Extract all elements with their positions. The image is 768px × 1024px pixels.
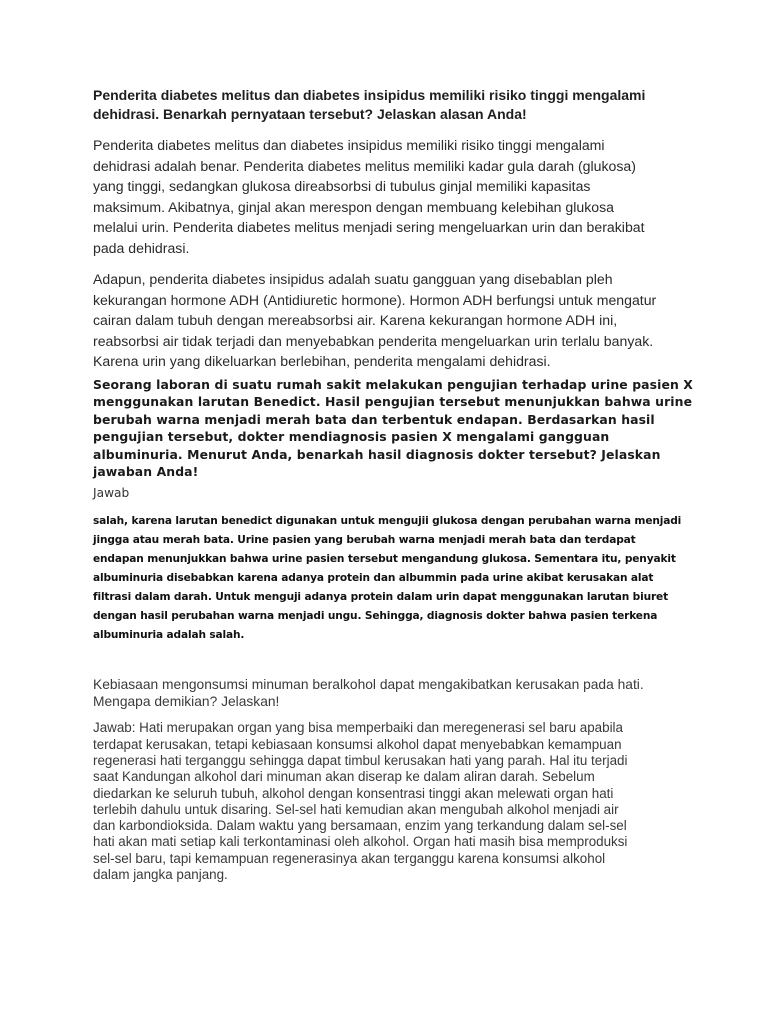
question-1-line: Penderita diabetes melitus dan diabetes insipidus memiliki risiko tinggi mengalami (93, 87, 646, 103)
answer-1-line: kekurangan hormone ADH (Antidiuretic hormone). Hormon ADH berfungsi untuk mengatur (93, 291, 657, 308)
answer-3-line: diedarkan ke seluruh tubuh, alkohol dengan konsentrasi tinggi akan melewati organ hati (93, 785, 614, 801)
answer-1-line: reabsorbsi air tidak terjadi dan menyebabkan penderita mengeluarkan urin terlalu banyak. (93, 332, 654, 349)
answer-3-line: terdapat kerusakan, tetapi kebiasaan konsumsi alkohol dapat menyebabkan kemampuan (93, 736, 622, 752)
question-1-line: dehidrasi. Benarkah pernyataan tersebut? Jelaskan alasan Anda! (93, 106, 527, 122)
answer-1-paragraph-1 (93, 135, 678, 258)
answer-3-line: sel-sel baru, tapi kemampuan regenerasinya akan terganggu karena konsumsi alkohol (93, 850, 606, 866)
answer-2-line: salah, karena larutan benedict digunakan untuk mengujii glukosa dengan perubahan warna menjadi (93, 515, 682, 528)
answer-2-label: Jawab (93, 486, 130, 501)
answer-1-paragraph-2 (93, 269, 678, 372)
question-3 (93, 676, 678, 710)
answer-2-line: albuminuria disebabkan karena adanya protein dan albummin pada urine akibat kerusakan alat (93, 571, 654, 584)
answer-1-line: melalui urin. Penderita diabetes melitus menjadi sering mengeluarkan urin dan berakibat (93, 219, 645, 235)
answer-3-line: hati akan mati setiap kali terkontaminasi oleh alkohol. Organ hati masih bisa memproduksi (93, 834, 628, 850)
answer-3-line: dan karbondioksida. Dalam waktu yang bersamaan, enzim yang terkandung dalam sel-sel (93, 818, 627, 834)
question-3-line: Mengapa demikian? Jelaskan! (93, 694, 280, 710)
answer-2-line: endapan menunjukkan bahwa urine pasien tersebut mengandung glukosa. Sementara itu, penyakit (93, 552, 676, 565)
answer-1-line: yang tinggi, sedangkan glukosa direabsorbsi di tubulus ginjal memiliki kapasitas (93, 178, 591, 194)
question-1 (93, 86, 678, 124)
answer-1-line: Penderita diabetes melitus dan diabetes insipidus memiliki risiko tinggi mengalami (93, 137, 605, 153)
answer-1-line: Adapun, penderita diabetes insipidus adalah suatu gangguan yang disebablan pleh (93, 271, 613, 287)
answer-2-line: jingga atau merah bata. Urine pasien yang berubah warna menjadi merah bata dan terdapat (93, 533, 636, 546)
question-2-line: jawaban Anda! (93, 464, 199, 480)
question-3-line: Kebiasaan mengonsumsi minuman beralkohol dapat mengakibatkan kerusakan pada hati. (93, 677, 644, 693)
answer-1-line: dehidrasi adalah benar. Penderita diabetes melitus memiliki kadar gula darah (glukosa) (93, 157, 636, 174)
answer-2-line: albuminuria adalah salah. (93, 628, 245, 641)
answer-1-line: cairan dalam tubuh dengan mereabsorbsi air. Karena kekurangan hormone ADH ini, (93, 312, 618, 328)
answer-2 (93, 512, 682, 644)
question-2 (93, 376, 693, 482)
answer-3-line: saat Kandungan alkohol dari minuman akan diserap ke dalam aliran darah. Sebelum (93, 769, 595, 785)
answer-3-line: terlebih dahulu untuk disaring. Sel-sel hati kemudian akan mengubah alkohol menjadi air (93, 801, 619, 817)
answer-3-line: Jawab: Hati merupakan organ yang bisa memperbaiki dan meregenerasi sel baru apabila (93, 720, 623, 736)
answer-3-line: regenerasi hati terganggu sehingga dapat timbul kerusakan hati yang parah. Hal itu terjadi (93, 753, 628, 768)
answer-2-line: filtrasi dalam darah. Untuk menguji adanya protein dalam urin dapat menggunakan larutan biuret (93, 590, 669, 603)
question-2-line: menggunakan larutan Benedict. Hasil pengujian tersebut menunjukkan bahwa urine (93, 394, 693, 410)
question-2-line: albuminuria. Menurut Anda, benarkah hasil diagnosis dokter tersebut? Jelaskan (93, 446, 661, 462)
document-page (93, 86, 693, 883)
answer-3-line: dalam jangka panjang. (93, 867, 228, 883)
question-2-line: pengujian tersebut, dokter mendiagnosis pasien X mengalami gangguan (93, 429, 610, 445)
question-2-line: Seorang laboran di suatu rumah sakit melakukan pengujian terhadap urine pasien X (93, 376, 693, 392)
answer-1-line: maksimum. Akibatnya, ginjal akan merespon dengan membuang kelebihan glukosa (93, 198, 614, 215)
answer-1-line: pada dehidrasi. (93, 239, 190, 256)
answer-2-line: dengan hasil perubahan warna menjadi ungu. Sehingga, diagnosis dokter bahwa pasien terkena (93, 609, 658, 622)
question-2-line: berubah warna menjadi merah bata dan terbentuk endapan. Berdasarkan hasil (93, 411, 655, 427)
answer-3 (93, 720, 678, 883)
answer-1-line: Karena urin yang dikeluarkan berlebihan, penderita mengalami dehidrasi. (93, 353, 551, 369)
